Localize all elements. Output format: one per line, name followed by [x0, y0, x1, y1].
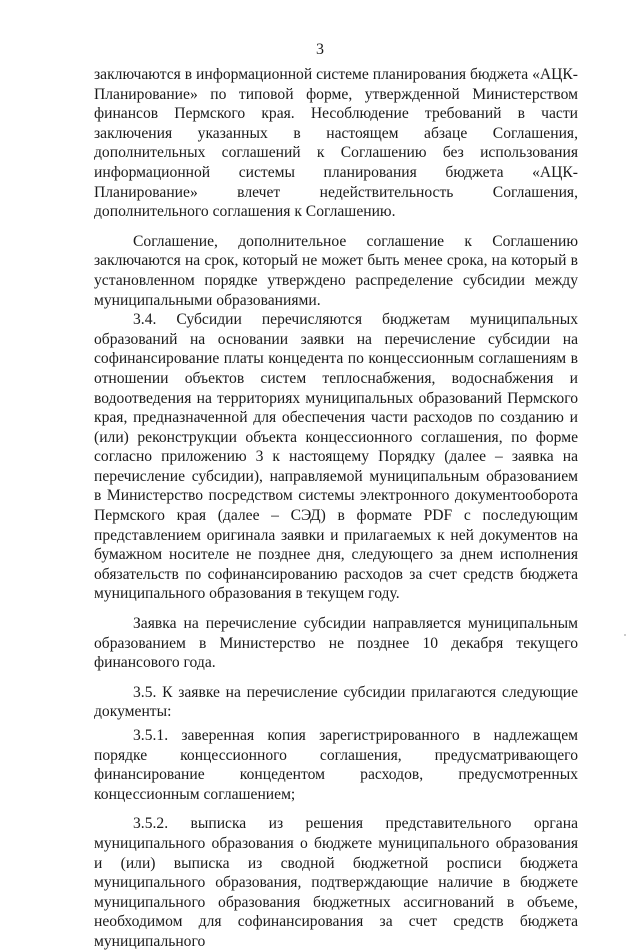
paragraph-application-deadline: Заявка на перечисление субсидии направляется муниципальным образованием в Министерство не позднее 10 декабря текущего финансового года. — [94, 615, 578, 672]
paragraph-agreement-system: заключаются в информационной системе планирования бюджета «АЦК-Планирование» по типовой форме, утвержденной Министерством финансов Пермского края. Несоблюдение требований в части заключения указанных в настоящем абзаце Соглашения, дополнительных соглашений к Соглашению без использования информационной системы планирования бюджета «АЦК-Планирование» влечет недействительность Соглашения, дополнительного соглашения к Соглашению. — [94, 66, 578, 221]
document-body — [94, 65, 578, 952]
paragraph-agreement-term: Соглашение, дополнительное соглашение к Соглашению заключаются на срок, который не может быть менее срока, на который в установленном порядке утверждено распределение субсидии между муниципальными образованиями. — [94, 232, 578, 309]
paragraph-3-5: 3.5. К заявке на перечисление субсидии прилагаются следующие документы: — [94, 683, 578, 721]
scan-speck — [624, 634, 626, 636]
paragraph-3-5-2: 3.5.2. выписка из решения представительного органа муниципального образования о бюджете муниципального образования и (или) выписка из сводной бюджетной росписи бюджета муниципального образования, подтверждающие наличие в бюджете муниципального образования бюджетных ассигнований в объеме, необходимом для софинансирования за счет средств бюджета муниципального — [94, 815, 578, 950]
page-number: 3 — [316, 41, 324, 58]
paragraph-3-4: 3.4. Субсидии перечисляются бюджетам муниципальных образований на основании заявки на перечисление субсидии на софинансирование платы концедента по концессионным соглашениям в отношении объектов систем теплоснабжения, водоснабжения и водоотведения на территориях муниципальных образований Пермского края, предназначенной для обеспечения части расходов по созданию и (или) реконструкции объекта концессионного соглашения, по форме согласно приложению 3 к настоящему Порядку (далее – заявка на перечисление субсидии), направляемой муниципальным образованием в Министерство посредством системы электронного документооборота Пермского края (далее – СЭД) в формате PDF с последующим представлением оригинала заявки и прилагаемых к ней документов на бумажном носителе не позднее дня, следующего за днем исполнения обязательств по софинансированию расходов за счет средств бюджета муниципального образования в текущем году. — [94, 311, 578, 603]
paragraph-3-5-1: 3.5.1. заверенная копия зарегистрированного в надлежащем порядке концессионного соглашения, предусматривающего финансирование концедентом расходов, предусмотренных концессионным соглашением; — [94, 727, 578, 803]
